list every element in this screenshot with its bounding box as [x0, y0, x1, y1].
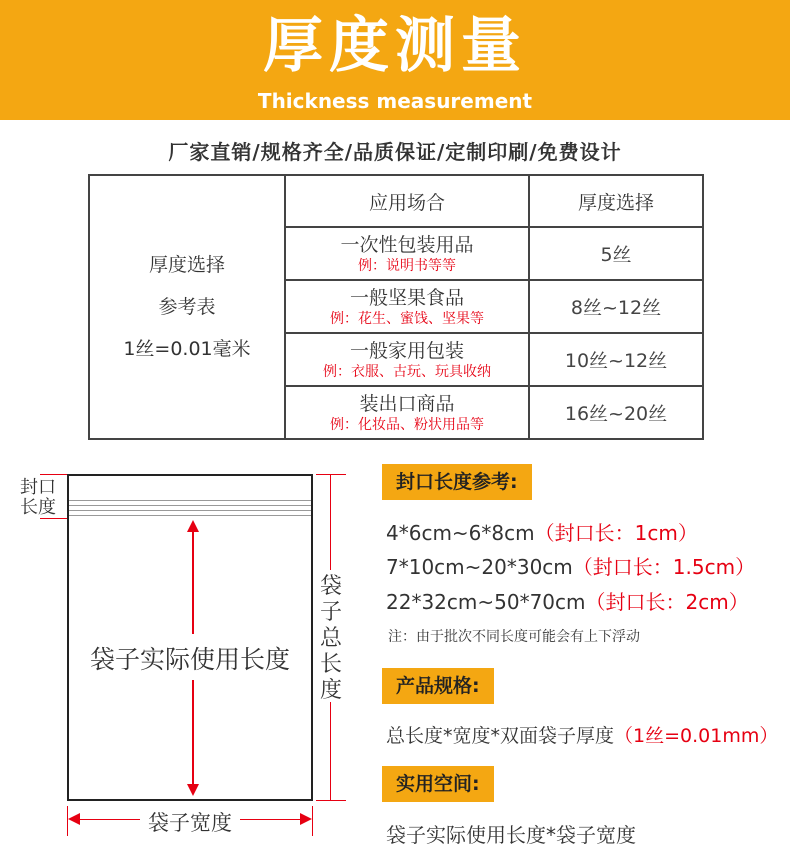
spec-text: 总长度*宽度*双面袋子厚度	[386, 725, 615, 747]
usage-label: 一般家用包装	[349, 339, 464, 362]
arrow-down-icon	[187, 784, 199, 796]
usable-space-line: 袋子实际使用长度*袋子宽度	[386, 823, 636, 847]
size-text: 22*32cm~50*70cm	[386, 590, 586, 614]
product-spec-line	[386, 721, 778, 748]
thickness-cell: 10丝~12丝	[529, 333, 703, 386]
usage-cell	[285, 386, 529, 439]
variance-note: 注：由于批次不同长度可能会有上下浮动	[388, 629, 640, 645]
thickness-cell: 16丝~20丝	[529, 386, 703, 439]
usage-example: 例：说明书等等	[358, 257, 456, 274]
seal-marker-bottom	[40, 518, 68, 519]
bag-width-label: 袋子宽度	[140, 807, 240, 837]
usage-example: 例：衣服、古玩、玩具收纳	[323, 363, 491, 380]
thickness-cell: 8丝~12丝	[529, 280, 703, 333]
total-length-char: 总	[319, 626, 342, 651]
seal-marker-top	[40, 474, 68, 475]
header-thickness: 厚度选择	[529, 175, 703, 227]
total-length-char: 子	[319, 600, 342, 625]
table-header-row	[89, 175, 703, 227]
seal-line	[69, 500, 311, 501]
seal-text: （封口长：1.5cm）	[572, 555, 756, 579]
seal-line	[69, 515, 311, 516]
seal-label-line-2: 长度	[20, 497, 56, 518]
total-length-char: 长	[319, 652, 342, 677]
width-right-tick	[312, 806, 313, 836]
size-text: 7*10cm~20*30cm	[386, 555, 573, 579]
spec-unit-text: （1丝=0.01mm）	[614, 725, 779, 747]
slogan: 厂家直销/规格齐全/品质保证/定制印刷/免费设计	[168, 140, 622, 164]
usage-cell	[285, 280, 529, 333]
total-length-char: 度	[319, 678, 342, 703]
arrow-right-icon	[300, 813, 312, 825]
seal-label-line-1: 封口	[20, 477, 56, 498]
seal-length-label	[20, 478, 60, 518]
length-arrow-upper	[192, 530, 194, 634]
seal-line	[69, 510, 311, 511]
usage-label: 一般坚果食品	[349, 286, 464, 309]
seal-text: （封口长：1cm）	[534, 521, 698, 545]
total-length-char: 袋	[319, 574, 342, 599]
left-line-2: 参考表	[158, 296, 216, 318]
left-line-3: 1丝=0.01毫米	[123, 338, 251, 360]
usage-example: 例：花生、蜜饯、坚果等	[330, 310, 484, 327]
usage-example: 例：化妆品、粉状用品等	[330, 416, 484, 433]
usage-cell	[285, 227, 529, 280]
thickness-reference-table	[88, 174, 704, 440]
bag-diagram	[67, 474, 313, 801]
product-spec-tag: 产品规格:	[382, 668, 494, 704]
usage-label: 一次性包装用品	[340, 233, 474, 256]
seal-reference-tag: 封口长度参考:	[382, 464, 532, 500]
seal-line	[69, 505, 311, 506]
seal-reference-line	[386, 586, 749, 615]
size-text: 4*6cm~6*8cm	[386, 521, 535, 545]
usage-cell	[285, 333, 529, 386]
total-length-line-bottom	[330, 702, 331, 800]
total-bottom-tick	[316, 800, 346, 801]
total-length-line-top	[330, 474, 331, 570]
usable-space-tag: 实用空间:	[382, 766, 494, 802]
length-arrow-lower	[192, 680, 194, 784]
thickness-cell: 5丝	[529, 227, 703, 280]
seal-text: （封口长：2cm）	[585, 590, 749, 614]
total-top-tick	[316, 474, 346, 475]
header-banner	[0, 0, 790, 120]
bag-total-length-label	[318, 574, 344, 704]
left-line-1: 厚度选择	[148, 254, 225, 276]
page-title: 厚度测量	[263, 11, 527, 81]
seal-reference-line	[386, 551, 755, 580]
page-subtitle: Thickness measurement	[257, 89, 533, 113]
table-left-cell	[89, 175, 285, 439]
seal-reference-line	[386, 517, 698, 546]
header-usage: 应用场合	[285, 175, 529, 227]
bag-usable-length-label: 袋子实际使用长度	[89, 645, 290, 674]
usage-label: 装出口商品	[359, 392, 455, 415]
